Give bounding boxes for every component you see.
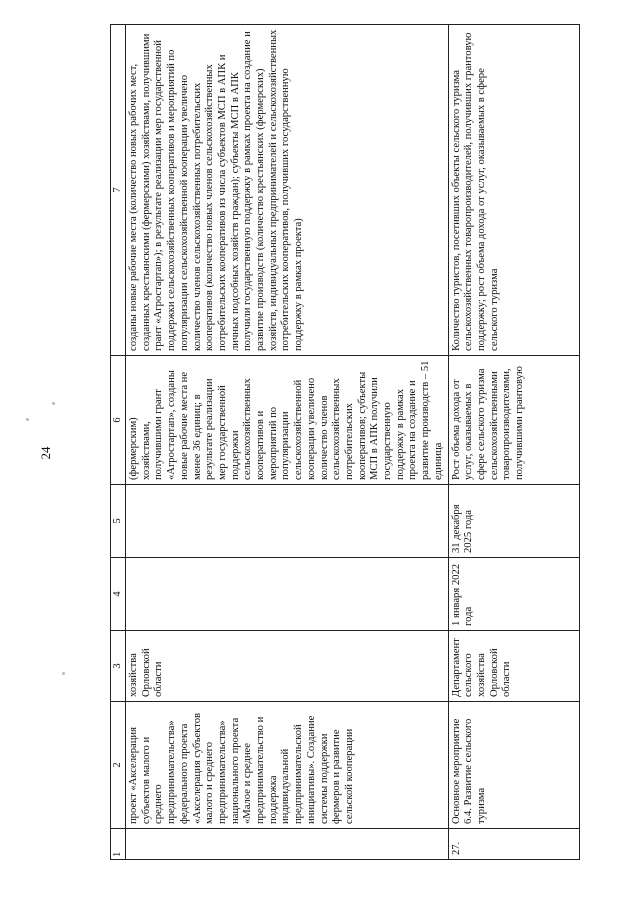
indicator-link: созданы новые рабочие места (количество новых рабочих мест, созданных крестьянскими (фермерскими) хозяйствами, получившими грант «Агростартап»); в результате реализации мер государственной поддержки сельскохозяйственных кооперативов и мероприятий по популяризации сельскохозяйственной кооперации увеличено количество членов сельскохозяйственных потребительских кооперативов (количество новых членов сельскохозяйственных потребительских кооперативов из числа субъектов МСП в АПК и личных подсобных хозяйств граждан); субъекты МСП в АПК получили государственную поддержку в рамках проекта на создание и развитие производств (количество крестьянских (фермерских) хозяйств, индивидуальных предпринимателей и сельскохозяйственных потребительских кооперативов, получивших государственную поддержку в рамках проекта) xyxy=(126,25,449,356)
header-col-1: 1 xyxy=(111,829,126,860)
row-number xyxy=(126,829,449,860)
table-frame xyxy=(110,29,580,860)
header-col-7: 7 xyxy=(111,25,126,356)
activities-table xyxy=(110,24,580,860)
header-col-2: 2 xyxy=(111,702,126,829)
indicator-link: Количество туристов, посетивших объекты сельского туризма сельскохозяйственных товаропроизводителей, получивших грантовую поддержку; рост объема дохода от услуг, оказываемых в сфере сельского туризма xyxy=(448,25,579,356)
header-col-3: 3 xyxy=(111,631,126,702)
responsible-executor: Департамент сельского хозяйства Орловской области xyxy=(448,631,579,702)
header-col-4: 4 xyxy=(111,558,126,631)
start-date xyxy=(126,558,449,631)
table-row xyxy=(448,25,579,860)
activity-name: проект «Акселерация субъектов малого и среднего предпринимательства» федерального проекта «Акселерация субъектов малого и среднего предпринимательства» национального проекта «Малое и среднее предпринимательство и поддержка индивидуальной предпринимательской инициативы». Создание системы поддержки фермеров и развитие сельской кооперации xyxy=(126,702,449,829)
header-row xyxy=(111,25,126,860)
end-date: 31 декабря 2025 года xyxy=(448,485,579,558)
rotated-table-wrapper xyxy=(110,29,580,860)
table-row xyxy=(126,25,449,860)
activity-name: Основное мероприятие 6.4. Развитие сельского туризма xyxy=(448,702,579,829)
expected-result: (фермерским) хозяйствами, получившими грант «Агростартап», созданы новые рабочие места не менее 36 единиц; в результате реализации мер государственной поддержки сельскохозяйственных кооперативов и мероприятий по популяризации сельскохозяйственной кооперации увеличено количество членов сельскохозяйственных потребительских кооперативов; субъекты МСП в АПК получили государственную поддержку в рамках проекта на создание и развитие производств – 51 единица xyxy=(126,356,449,485)
scan-speck xyxy=(62,672,65,675)
expected-result: Рост объема дохода от услуг, оказываемых в сфере сельского туризма сельскохозяйственными товаропроизводителями, получившими грантовую xyxy=(448,356,579,485)
scan-speck xyxy=(52,402,55,405)
responsible-executor: хозяйства Орловской области xyxy=(126,631,449,702)
row-number: 27. xyxy=(448,829,579,860)
page-number: 24 xyxy=(38,446,53,460)
start-date: 1 января 2022 года xyxy=(448,558,579,631)
end-date xyxy=(126,485,449,558)
scan-speck xyxy=(26,418,29,421)
header-col-6: 6 xyxy=(111,356,126,485)
header-col-5: 5 xyxy=(111,485,126,558)
